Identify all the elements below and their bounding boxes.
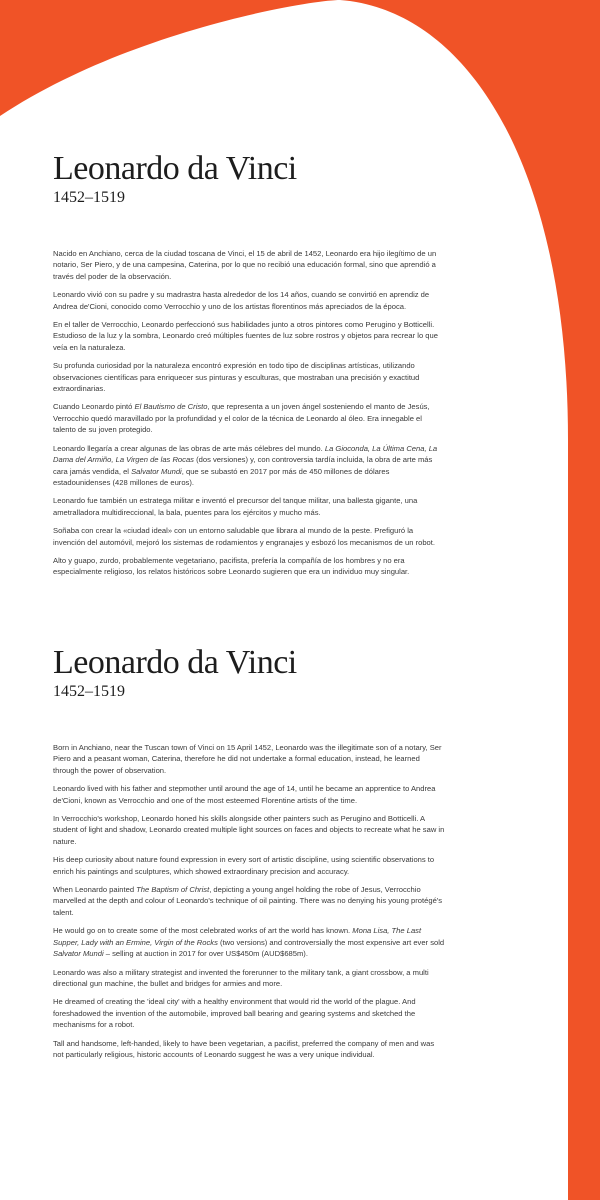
paragraph: He would go on to create some of the most celebrated works of art the world has known. Mona Lisa, The Last Supper, Lady with an Ermine, Virgin of the Rocks (two versions) and controversially the most expensive art ever sold Salvator Mundi – selling at auction in 2017 for over US$450m (AUD$685m). xyxy=(53,926,445,959)
paragraph: When Leonardo painted The Baptism of Christ, depicting a young angel holding the robe of Jesus, Verrocchio marvelled at the depth and colour of Leonardo's technique of oil painting. There was no denying his young protégé's talent. xyxy=(53,885,443,917)
paragraph: Nacido en Anchiano, cerca de la ciudad toscana de Vinci, el 15 de abril de 1452, Leonardo era hijo ilegítimo de un notario, Ser Piero, y de una campesina, Caterina, por lo que no recibió una educación formal, sino que aprendió a través del poder de la observación. xyxy=(53,249,437,281)
spanish-section xyxy=(53,150,445,585)
paragraph: Su profunda curiosidad por la naturaleza encontró expresión en todo tipo de disciplinas artísticas, utilizando observaciones científicas para enriquecer sus pinturas y esculturas, que mostraban una precisión y exactitud extraordinarias. xyxy=(53,361,420,394)
paragraph: Cuando Leonardo pintó El Bautismo de Cristo, que representa a un joven ángel sosteniendo el manto de Jesús, Verrocchio quedó maravillado por la profundidad y el color de la técnica de Leonardo al óleo. Era innegable el talento de su joven protegido. xyxy=(53,402,430,435)
paragraph: Leonardo lived with his father and stepmother until around the age of 14, until he became an apprentice to Andrea de'Cioni, known as Verrocchio and one of the most esteemed Florentine artists of the time. xyxy=(53,784,436,805)
english-section xyxy=(53,644,445,1067)
paragraph: En el taller de Verrocchio, Leonardo perfeccionó sus habilidades junto a otros pintores como Perugino y Botticelli. Estudioso de la luz y la sombra, Leonardo creó múltiples fuentes de luz sobre rostros y objetos para recrear lo que veía en la naturaleza. xyxy=(53,320,438,352)
life-years: 1452–1519 xyxy=(53,189,125,206)
paragraph: Leonardo vivió con su padre y su madrastra hasta alrededor de los 14 años, cuando se convirtió en aprendiz de Andrea de'Cioni, conocido como Verrocchio y uno de los artistas florentinos más apreciados de la época. xyxy=(53,290,430,311)
paragraph: Born in Anchiano, near the Tuscan town of Vinci on 15 April 1452, Leonardo was the illegitimate son of a notary, Ser Piero and a peasant woman, Caterina, therefore he did not undertake a formal education, instead, he learned through the power of observation. xyxy=(53,743,442,775)
paragraph: Alto y guapo, zurdo, probablemente vegetariano, pacifista, prefería la compañía de los hombres y no era especialmente religioso, los relatos históricos sobre Leonardo sugieren que era un individuo muy singular. xyxy=(53,555,410,577)
paragraph: He dreamed of creating the 'ideal city' with a healthy environment that would rid the world of the plague. And foreshadowed the invention of the automobile, improved ball bearing and gearing systems and sketched the mechanisms for a robot. xyxy=(53,997,416,1030)
page-title: Leonardo da Vinci xyxy=(53,150,297,187)
paragraph: In Verrocchio's workshop, Leonardo honed his skills alongside other painters such as Perugino and Botticelli. A student of light and shadow, Leonardo created multiple light sources on faces and objects to recreate what he saw in nature. xyxy=(53,814,445,846)
life-years: 1452–1519 xyxy=(53,683,125,700)
paragraph: Soñaba con crear la «ciudad ideal» con un entorno saludable que librara al mundo de la peste. Prefiguró la invención del automóvil, mejoró los sistemas de rodamientos y engranajes y esbozó los mecanismos de un robot. xyxy=(53,526,435,547)
paragraph: Leonardo llegaría a crear algunas de las obras de arte más célebres del mundo. La Gioconda, La Última Cena, La Dama del Armiño, La Virgen de las Rocas (dos versiones) y, con controversia tardía incluida, la obra de arte más cara jamás vendida, el Salvator Mundi, que se subastó en 2017 por más de 450 millones de dólares estadounidenses (428 millones de euros). xyxy=(53,443,438,487)
paragraph: Tall and handsome, left-handed, likely to have been vegetarian, a pacifist, preferred the company of men and was not particularly religious, historic accounts of Leonardo suggest he was a very unique individual. xyxy=(53,1038,435,1059)
page-title: Leonardo da Vinci xyxy=(53,644,297,681)
paragraph: Leonardo fue también un estratega militar e inventó el precursor del tanque militar, una ballesta gigante, una ametralladora multidireccional, la bala, puentes para los ejércitos y mucho más. xyxy=(53,496,418,517)
paragraph: His deep curiosity about nature found expression in every sort of artistic discipline, using scientific observations to enrich his paintings and sculptures, which showed extraordinary precision and accuracy. xyxy=(53,855,435,876)
paragraph: Leonardo was also a military strategist and invented the forerunner to the military tank, a giant crossbow, a multi directional gun machine, the bullet and bridges for armies and more. xyxy=(53,967,429,988)
